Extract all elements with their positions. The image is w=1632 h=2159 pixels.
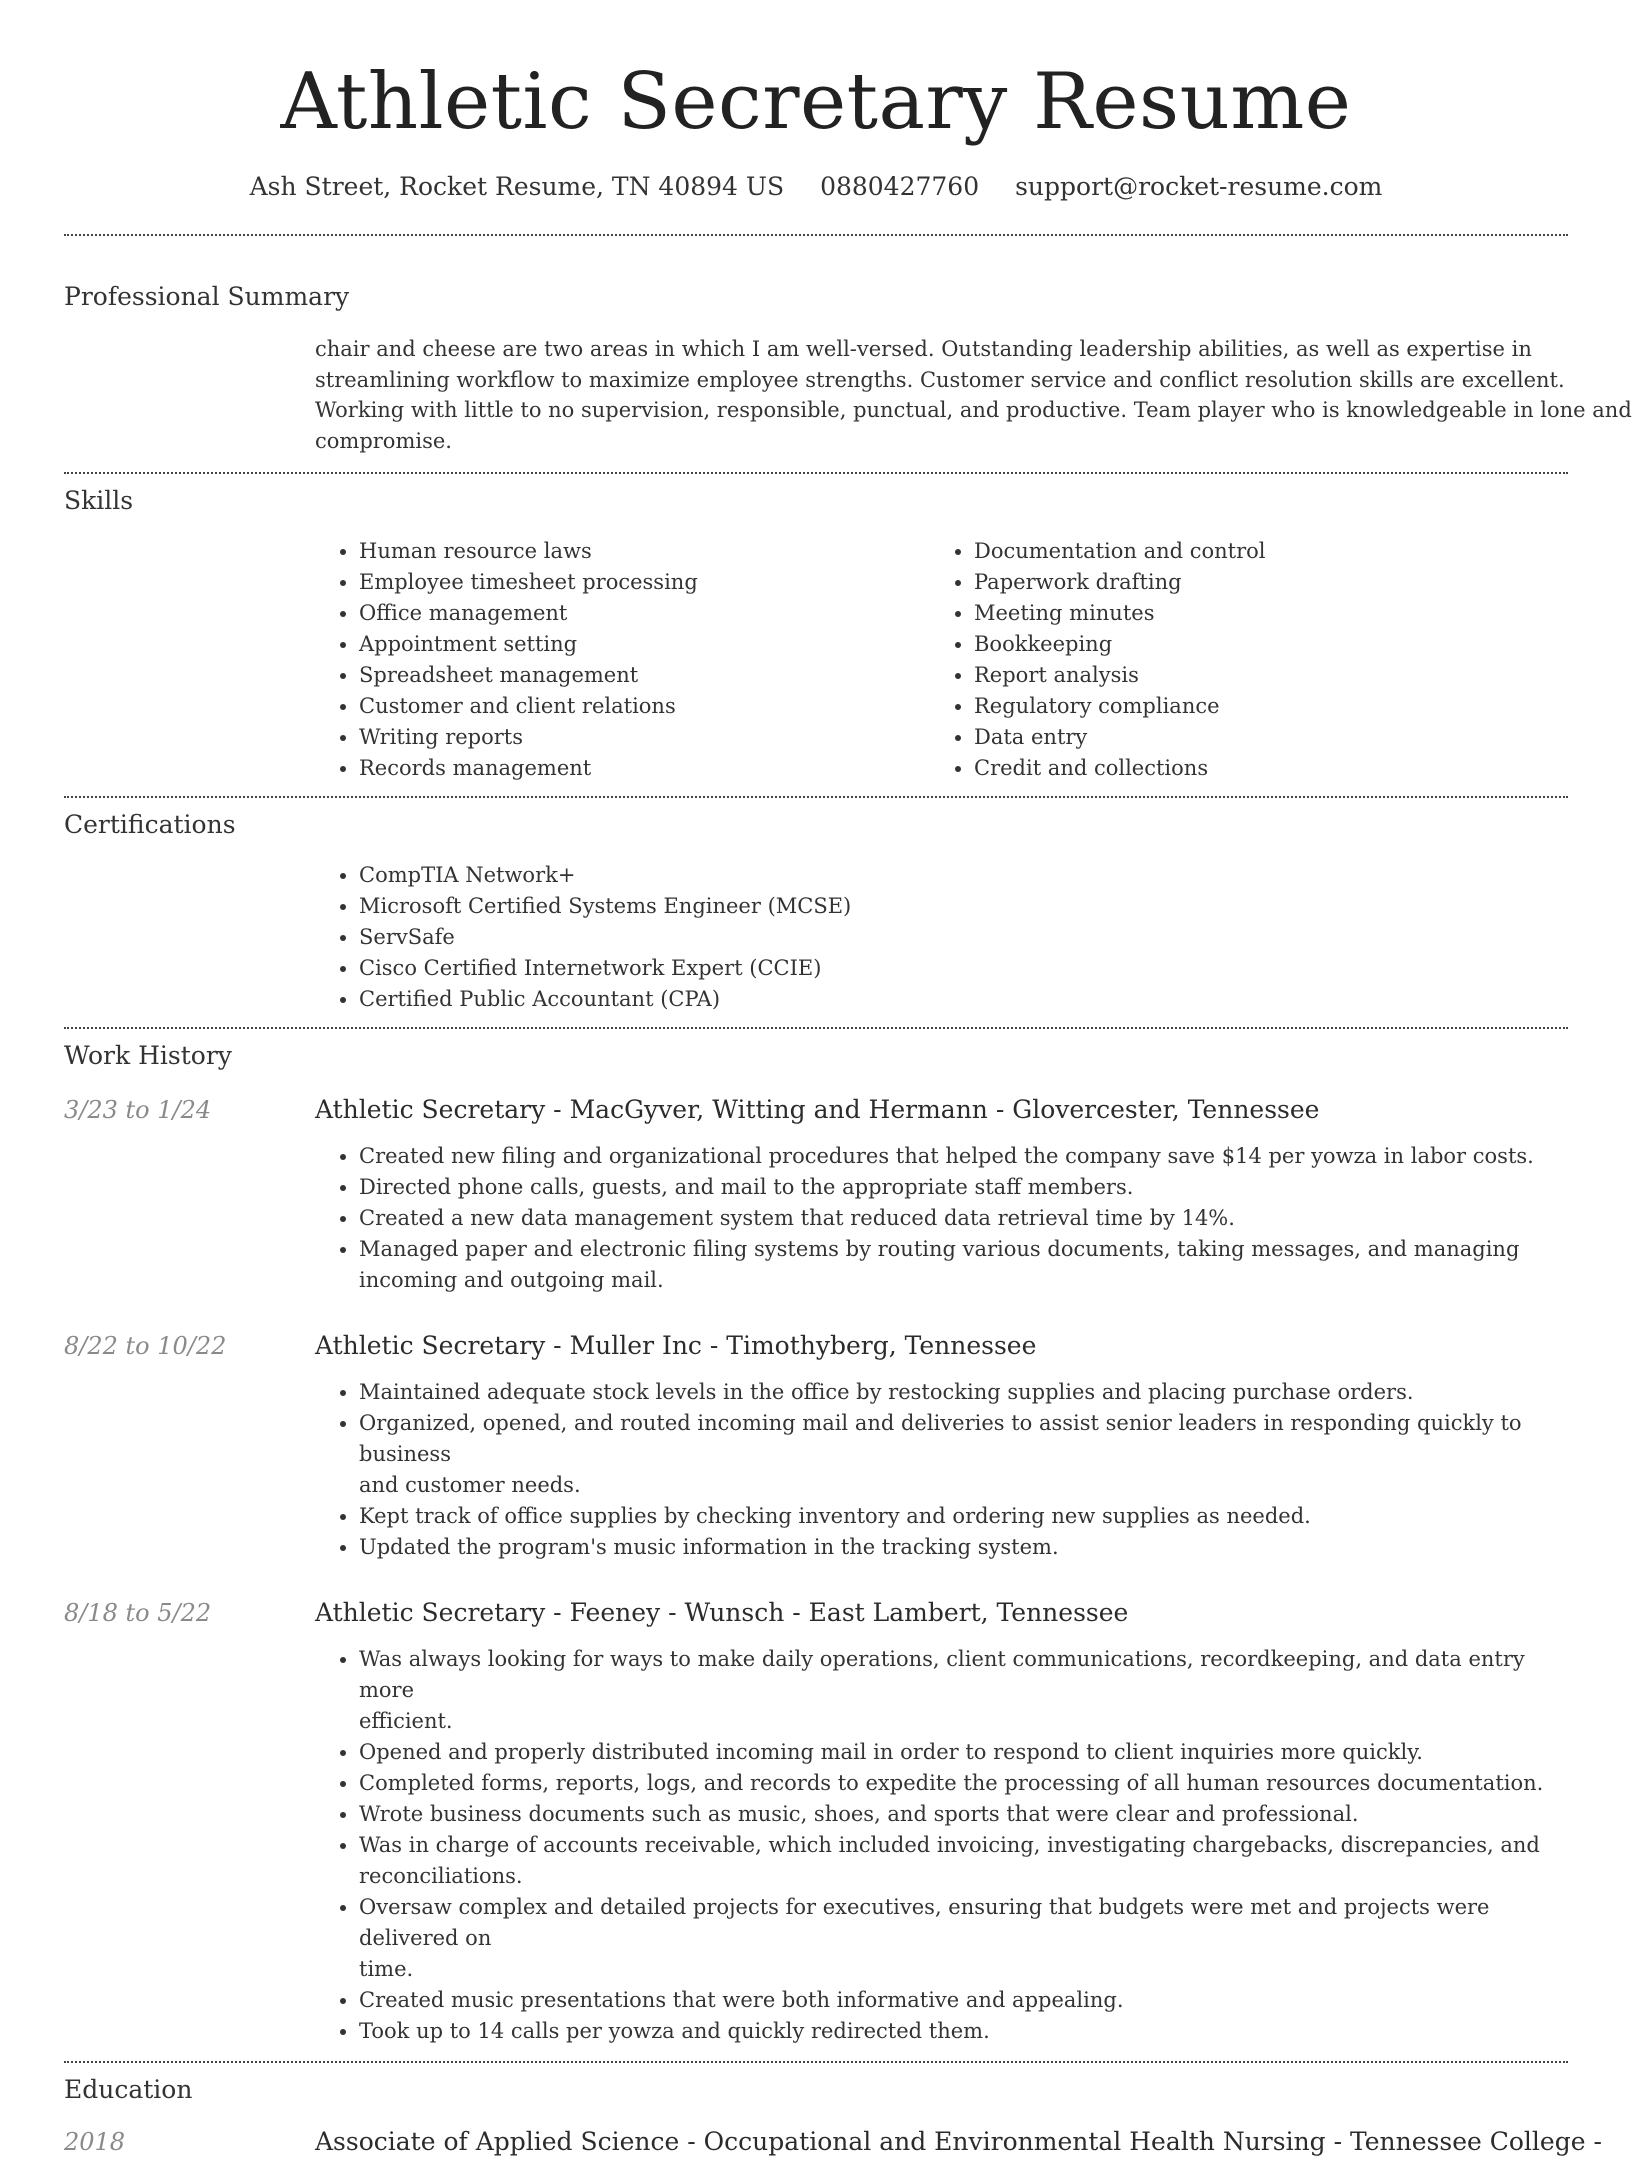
summary-line: compromise. bbox=[315, 428, 452, 453]
summary-line: Working with little to no supervision, responsible, punctual, and productive. Team player who is knowledgeable in lone and bbox=[315, 398, 1632, 422]
job-bullet bbox=[359, 1234, 1568, 1296]
job-bullet bbox=[359, 1501, 1568, 1532]
skill-item: • Writing reports bbox=[359, 722, 930, 753]
job-bullet-text: incoming and outgoing mail. bbox=[359, 1268, 664, 1292]
job-bullet-text: Oversaw complex and detailed projects for executives, ensuring that budgets were met and projects were delivered on bbox=[359, 1895, 1490, 1950]
job-bullet bbox=[359, 1768, 1568, 1799]
skill-item: • Appointment setting bbox=[359, 629, 930, 660]
skill-item: • Meeting minutes bbox=[974, 598, 1545, 629]
job-dates: 3/23 to 1/24 bbox=[64, 1096, 212, 1124]
skill-item: • Credit and collections bbox=[974, 753, 1545, 784]
skill-item: • Documentation and control bbox=[974, 536, 1545, 567]
skill-item: • Customer and client relations bbox=[359, 691, 930, 722]
job-bullet-text: Kept track of office supplies by checking inventory and ordering new supplies as needed. bbox=[359, 1504, 1311, 1528]
contact-phone[interactable]: 0880427760 bbox=[820, 172, 980, 201]
job-bullet bbox=[359, 1799, 1568, 1830]
skills-heading: Skills bbox=[64, 486, 134, 515]
summary-heading: Professional Summary bbox=[64, 282, 350, 311]
job-bullet-text: Was in charge of accounts receivable, which included invoicing, investigating chargebacks, discrepancies, and bbox=[359, 1833, 1540, 1857]
job-bullet bbox=[359, 1377, 1568, 1408]
job-heading: Athletic Secretary - Feeney - Wunsch - East Lambert, Tennessee bbox=[315, 1598, 1129, 1627]
contact-address: Ash Street, Rocket Resume, TN 40894 US bbox=[249, 172, 785, 201]
job-details bbox=[315, 1596, 1568, 2047]
skill-item: • Records management bbox=[359, 753, 930, 784]
section-divider bbox=[64, 234, 1568, 236]
certification-item: • Certified Public Accountant (CPA) bbox=[359, 984, 1568, 1015]
certification-item: • CompTIA Network+ bbox=[359, 860, 1568, 891]
job-bullet-text: Organized, opened, and routed incoming mail and deliveries to assist senior leaders in responding quickly to business bbox=[359, 1411, 1522, 1466]
job-bullet-text: and customer needs. bbox=[359, 1473, 581, 1497]
skills-list bbox=[315, 536, 1568, 796]
certification-item: • Cisco Certified Internetwork Expert (CCIE) bbox=[359, 953, 1568, 984]
job-bullet-text: efficient. bbox=[359, 1709, 453, 1733]
summary-line: streamlining workflow to maximize employee strengths. Customer service and conflict resolution skills are excellent. bbox=[315, 367, 1565, 392]
job-details bbox=[315, 1329, 1568, 1563]
job-bullet-text: Wrote business documents such as music, shoes, and sports that were clear and professional. bbox=[359, 1802, 1359, 1826]
job-bullet bbox=[359, 1203, 1568, 1234]
job-heading: Athletic Secretary - Muller Inc - Timothyberg, Tennessee bbox=[315, 1331, 1037, 1360]
job-bullet-text: reconciliations. bbox=[359, 1864, 523, 1888]
skill-item: • Employee timesheet processing bbox=[359, 567, 930, 598]
job-bullets bbox=[315, 1377, 1568, 1563]
resume-title: Athletic Secretary Resume bbox=[280, 57, 1352, 147]
job-entry bbox=[64, 1093, 1568, 1296]
certification-item: • Microsoft Certified Systems Engineer (MCSE) bbox=[359, 891, 1568, 922]
job-bullet bbox=[359, 1644, 1568, 1737]
job-bullet bbox=[359, 1532, 1568, 1563]
job-entry bbox=[64, 1596, 1568, 2047]
skill-item: • Regulatory compliance bbox=[974, 691, 1545, 722]
job-dates: 8/22 to 10/22 bbox=[64, 1332, 227, 1360]
job-bullet bbox=[359, 1172, 1568, 1203]
skill-item: • Report analysis bbox=[974, 660, 1545, 691]
job-bullet-text: time. bbox=[359, 1957, 414, 1981]
job-bullet-text: Created a new data management system that reduced data retrieval time by 14%. bbox=[359, 1206, 1235, 1230]
job-details bbox=[315, 1093, 1568, 1296]
job-bullet-text: Took up to 14 calls per yowza and quickly redirected them. bbox=[359, 2019, 990, 2043]
section-divider bbox=[64, 2061, 1568, 2063]
job-bullet bbox=[359, 1985, 1568, 2016]
job-bullet-text: Created new filing and organizational procedures that helped the company save $14 per yowza in labor costs. bbox=[359, 1144, 1534, 1168]
skill-item: • Office management bbox=[359, 598, 930, 629]
job-entry bbox=[64, 1329, 1568, 1563]
section-divider bbox=[64, 1027, 1568, 1029]
contact-line bbox=[64, 170, 1568, 204]
section-divider bbox=[64, 796, 1568, 798]
skill-item: • Spreadsheet management bbox=[359, 660, 930, 691]
work-history-heading: Work History bbox=[64, 1041, 232, 1070]
job-bullet-text: Was always looking for ways to make daily operations, client communications, recordkeeping, and data entry more bbox=[359, 1647, 1525, 1702]
section-divider bbox=[64, 472, 1568, 474]
job-bullet bbox=[359, 1737, 1568, 1768]
summary-line: chair and cheese are two areas in which I am well-versed. Outstanding leadership abilities, as well as expertise in bbox=[315, 337, 1532, 361]
job-bullet bbox=[359, 1141, 1568, 1172]
education-details bbox=[315, 2125, 1602, 2159]
job-bullet-text: Opened and properly distributed incoming mail in order to respond to client inquiries more quickly. bbox=[359, 1740, 1423, 1764]
job-bullet bbox=[359, 1408, 1568, 1501]
job-bullet-text: Maintained adequate stock levels in the office by restocking supplies and placing purchase orders. bbox=[359, 1380, 1414, 1404]
contact-email[interactable]: support@rocket-resume.com bbox=[1015, 172, 1383, 201]
skill-item: • Data entry bbox=[974, 722, 1545, 753]
job-bullet-text: Completed forms, reports, logs, and records to expedite the processing of all human resources documentation. bbox=[359, 1771, 1544, 1795]
certification-item: • ServSafe bbox=[359, 922, 1568, 953]
education-heading: Education bbox=[64, 2075, 193, 2104]
education-entry bbox=[64, 2125, 1602, 2159]
skills-column-left bbox=[315, 536, 930, 784]
job-bullet-text: Directed phone calls, guests, and mail to the appropriate staff members. bbox=[359, 1175, 1134, 1199]
certifications-list bbox=[315, 860, 1568, 1027]
job-bullet-text: Managed paper and electronic filing systems by routing various documents, taking messages, and managing bbox=[359, 1237, 1520, 1261]
summary-text bbox=[315, 334, 1632, 472]
job-bullets bbox=[315, 1141, 1568, 1296]
job-bullet-text: Updated the program's music information in the tracking system. bbox=[359, 1535, 1059, 1559]
job-dates: 8/18 to 5/22 bbox=[64, 1599, 212, 1627]
job-heading: Athletic Secretary - MacGyver, Witting and Hermann - Glovercester, Tennessee bbox=[315, 1095, 1320, 1124]
certifications-heading: Certifications bbox=[64, 810, 236, 839]
job-bullet-text: Created music presentations that were both informative and appealing. bbox=[359, 1988, 1124, 2012]
job-bullet bbox=[359, 1830, 1568, 1892]
job-bullet bbox=[359, 1892, 1568, 1985]
education-heading-line: Associate of Applied Science - Occupational and Environmental Health Nursing - Tennessee College - bbox=[315, 2127, 1602, 2156]
skills-column-right bbox=[930, 536, 1545, 784]
education-year: 2018 bbox=[64, 2128, 126, 2156]
skill-item: • Human resource laws bbox=[359, 536, 930, 567]
skill-item: • Bookkeeping bbox=[974, 629, 1545, 660]
skill-item: • Paperwork drafting bbox=[974, 567, 1545, 598]
job-bullets bbox=[315, 1644, 1568, 2047]
job-bullet bbox=[359, 2016, 1568, 2047]
